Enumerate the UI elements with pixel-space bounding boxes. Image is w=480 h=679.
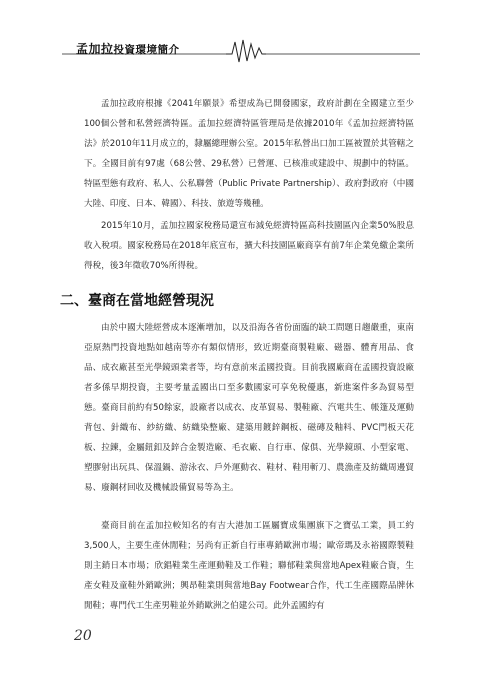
body-paragraph: 孟加拉政府根據《2041年願景》希望成為已開發國家，政府計劃在全國建立至少100個公營和私營經濟特區。孟加拉經濟特區管理局是依據2010年《孟加拉經濟特區法》於2010年11月成立的，隸屬總理辦公室。2015年私營出口加工區被置於其管轄之下。全國目前有97處（68公營、29私營）已營運、已核准或建設中、規劃中的特區。特區型態有政府、私人、公私聯營（Public Private Partnership）、政府對政府（中國大陸、印度、日本、韓國）、科技、旅遊等幾種。 [84, 99, 414, 209]
running-header [0, 34, 480, 64]
header-title-country: 孟加拉 [76, 42, 114, 56]
page-number: 20 [74, 628, 92, 644]
header-title-subtitle: 投資環境簡介 [113, 44, 180, 56]
body-paragraph: 2015年10月，孟加拉國家稅務局還宣布減免經濟特區高科技園區內企業50%股息收入稅項。國家稅務局在2018年底宣布，擴大科技園區廠商享有前7年企業免繳企業所得稅，後3年徵收70%所得稅。 [84, 221, 414, 271]
body-paragraph: 臺商目前在孟加拉較知名的有吉大港加工區屬寶成集團旗下之寶弘工業，員工約3,500人，主要生產休閒鞋；另尚有正新自行車專銷歐洲市場；歐帝瑪及永裕國際製鞋則主銷日本市場；欣錩鞋業生產運動鞋及工作鞋；聯郁鞋業與當地Apex鞋廠合資，生產女鞋及童鞋外銷歐洲；興昂鞋業則與當地Bay Footwear合作，代工生產國際品牌休閒鞋；專門代工生產男鞋並外銷歐洲之伯建公司。此外孟國約有 [84, 521, 414, 611]
body-paragraph: 由於中國大陸經營成本逐漸增加，以及沿海各省份面臨的缺工問題日趨嚴重，東南亞原熱門投資地點如越南等亦有類似情形，致近期臺商製鞋廠、磁器、體育用品、食品、成衣廠甚至光學鏡頭業者等，均有意前來孟國投資。目前我國廠商在孟國投資設廠者多係早期投資，主要考量孟國出口至多數國家可享免稅優惠，新進案件多為貿易型態。臺商目前約有50餘家，設廠者以成衣、皮革貿易、製鞋廠、汽電共生、帳篷及運動背包、針織布、紗紡織、紡織染整廠、建築用鍍鋅鋼板、磁磚及釉料、PVC門板天花板、拉鍊，金屬鈕釦及鋅合金製造廠、毛衣廠、自行車、傢俱、光學鏡頭、小型家電、塑膠射出玩具、保溫鍋、游泳衣、戶外運動衣、鞋材、鞋用斬刀、農漁產及紡織周邊貿易、廢鋼材回收及機械設備貿易等為主。 [84, 323, 414, 493]
header-title [76, 40, 180, 57]
section-heading: 二、臺商在當地經營現況 [60, 293, 214, 309]
header-waveform-rule [0, 34, 480, 64]
